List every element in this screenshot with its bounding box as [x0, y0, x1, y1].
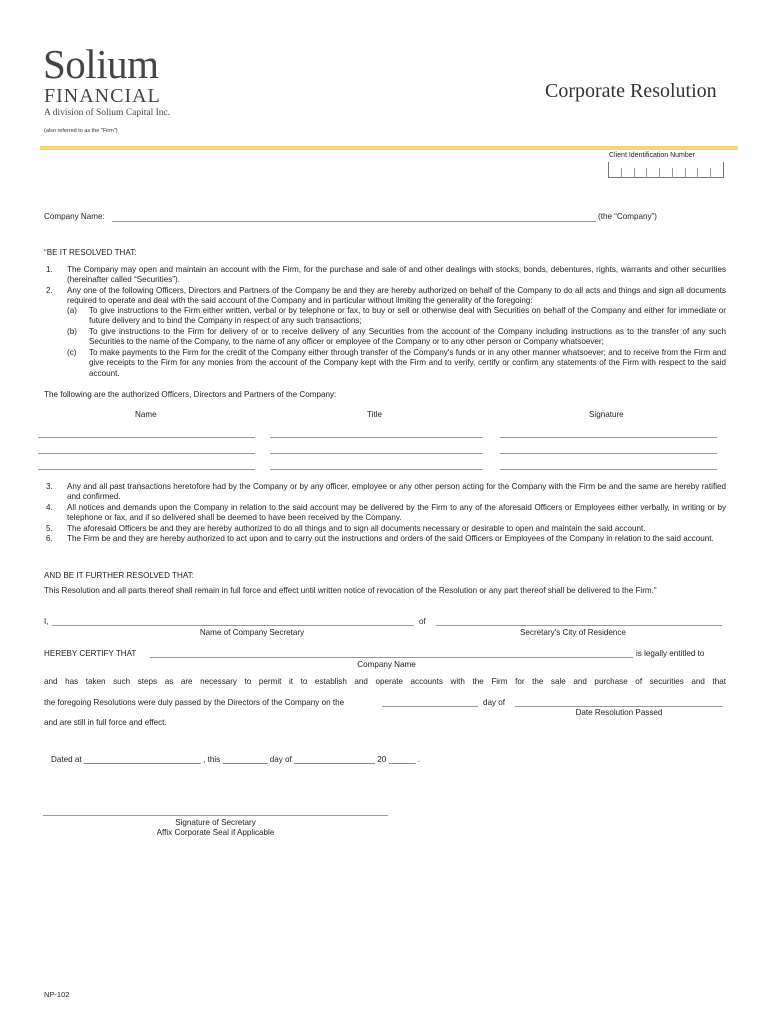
- officer-name-field[interactable]: [38, 469, 255, 470]
- dated-line: Dated at __________________________ , this __________ day of __________________ 20 ______ .: [51, 755, 421, 764]
- company-name-label: Company Name:: [44, 212, 105, 221]
- signature-caption: Signature of Secretary: [175, 818, 256, 827]
- item-number: 1.: [46, 265, 53, 274]
- subitem-letter: (c): [67, 348, 77, 357]
- officer-title-field[interactable]: [270, 437, 483, 438]
- authorized-intro: The following are the authorized Officers, Directors and Partners of the Company:: [44, 390, 337, 399]
- firm-note: (also referred to as the "Firm"): [44, 128, 118, 134]
- company-name-caption: Company Name: [357, 660, 416, 669]
- client-id-field[interactable]: [608, 162, 724, 178]
- resolution-date-field[interactable]: [515, 696, 723, 707]
- officer-title-field[interactable]: [270, 469, 483, 470]
- logo-division: A division of Solium Capital Inc.: [44, 108, 171, 118]
- form-code: NP-102: [44, 990, 70, 999]
- subitem-text: To give instructions to the Firm either written, verbal or by telephone or fax, to buy or sell or otherwise deal with Securities on behalf of the Company and either for immediate or future delivery and to bind the Company in respect of any such transactions;: [89, 306, 726, 326]
- force-text: and are still in full force and effect.: [44, 718, 167, 727]
- item-number: 5.: [46, 524, 53, 533]
- further-text: This Resolution and all parts thereof shall remain in full force and effect until written notice of revocation of the Resolution or any part thereof shall be delivered to the Firm.”: [44, 586, 657, 595]
- secretary-name-field[interactable]: [52, 615, 414, 626]
- secretary-city-caption: Secretary's City of Residence: [520, 628, 626, 637]
- item-number: 3.: [46, 482, 53, 491]
- officer-title-field[interactable]: [270, 453, 483, 454]
- subitem-text: To make payments to the Firm for the credit of the Company either through transfer of the Company's funds or in any other manner whatsoever; and to receive from the Firm and give receipts to the Firm for any monies from the account of the Company kept with the Firm and to verify, certify or confirm any statements of the Firm with respect to the said account.: [89, 348, 726, 378]
- day-of-label: day of: [483, 698, 506, 707]
- item-text: The Company may open and maintain an account with the Firm, for the purchase and sale of and other dealings with stocks, bonds, debentures, rights, warrants and other securities (hereinafter called “Securities”).: [67, 265, 726, 285]
- secretary-name-caption: Name of Company Secretary: [199, 628, 305, 637]
- secretary-city-field[interactable]: [436, 615, 722, 626]
- company-name-field[interactable]: [112, 212, 596, 222]
- column-header-title: Title: [367, 410, 382, 419]
- column-header-signature: Signature: [589, 410, 624, 419]
- of-label: of: [419, 617, 426, 626]
- subitem-letter: (a): [67, 306, 77, 315]
- steps-text: and has taken such steps as are necessary to permit it to establish and operate accounts with the Firm for the sale and purchase of securities and that: [44, 677, 726, 686]
- item-text: The Firm be and they are hereby authorized to act upon and to carry out the instructions and orders of the said Officers or Employees of the Company in relation to the said account.: [67, 534, 714, 543]
- logo-subtitle: FINANCIAL: [44, 85, 161, 107]
- further-heading: AND BE IT FURTHER RESOLVED THAT:: [44, 571, 194, 580]
- seal-caption: Affix Corporate Seal if Applicable: [156, 828, 275, 837]
- passed-text: the foregoing Resolutions were duly passed by the Directors of the Company on the: [44, 698, 345, 707]
- item-text: The aforesaid Officers be and they are hereby authorized to do all things and to sign all documents necessary or desirable to open and maintain the said account.: [67, 524, 646, 533]
- resolution-heading: “BE IT RESOLVED THAT:: [44, 248, 137, 257]
- hereby-certify: HEREBY CERTIFY THAT: [44, 649, 137, 658]
- subitem-text: To give instructions to the Firm for delivery of or to receive delivery of any Securities from the account of the Company including instructions as to the transfer of any such Securities to the name of the Company, to the name of any officer or employee of the Company or to any other person or Company whatsoever;: [89, 327, 726, 347]
- legally-entitled: is legally entitled to: [636, 649, 705, 658]
- officer-signature-field[interactable]: [500, 453, 717, 454]
- subitem-letter: (b): [67, 327, 77, 336]
- header-divider: [40, 146, 738, 150]
- item-text: Any one of the following Officers, Directors and Partners of the Company be and they are hereby authorized on behalf of the Company to do all acts and things and sign all documents required to operate and deal with the said account of the Company and in particular without limiting the generality of the foregoing:: [67, 286, 726, 306]
- officer-signature-field[interactable]: [500, 437, 717, 438]
- officer-name-field[interactable]: [38, 453, 255, 454]
- date-passed-caption: Date Resolution Passed: [575, 708, 663, 717]
- item-text: All notices and demands upon the Company in relation to the said account may be delivered by the Firm to any of the aforesaid Officers or Employees either verbally, in writing or by telephone or fax, and if so delivered shall be deemed to have been received by the Company.: [67, 503, 726, 523]
- officer-signature-field[interactable]: [500, 469, 717, 470]
- client-id-label: Client Identification Number: [609, 152, 695, 159]
- resolution-day-field[interactable]: [382, 696, 478, 707]
- item-number: 6.: [46, 534, 53, 543]
- item-text: Any and all past transactions heretofore had by the Company or by any officer, employee or any other person acting for the Company with the Firm be and the same are hereby ratified and confirmed.: [67, 482, 726, 502]
- certify-company-field[interactable]: [150, 647, 633, 658]
- item-number: 2.: [46, 286, 53, 295]
- secretary-signature-field[interactable]: [43, 815, 388, 816]
- document-title: Corporate Resolution: [545, 80, 717, 102]
- i-label: I,: [44, 617, 49, 626]
- logo-wordmark: Solium: [43, 41, 159, 87]
- column-header-name: Name: [135, 410, 157, 419]
- item-number: 4.: [46, 503, 53, 512]
- company-suffix: (the “Company”): [598, 212, 657, 221]
- officer-name-field[interactable]: [38, 437, 255, 438]
